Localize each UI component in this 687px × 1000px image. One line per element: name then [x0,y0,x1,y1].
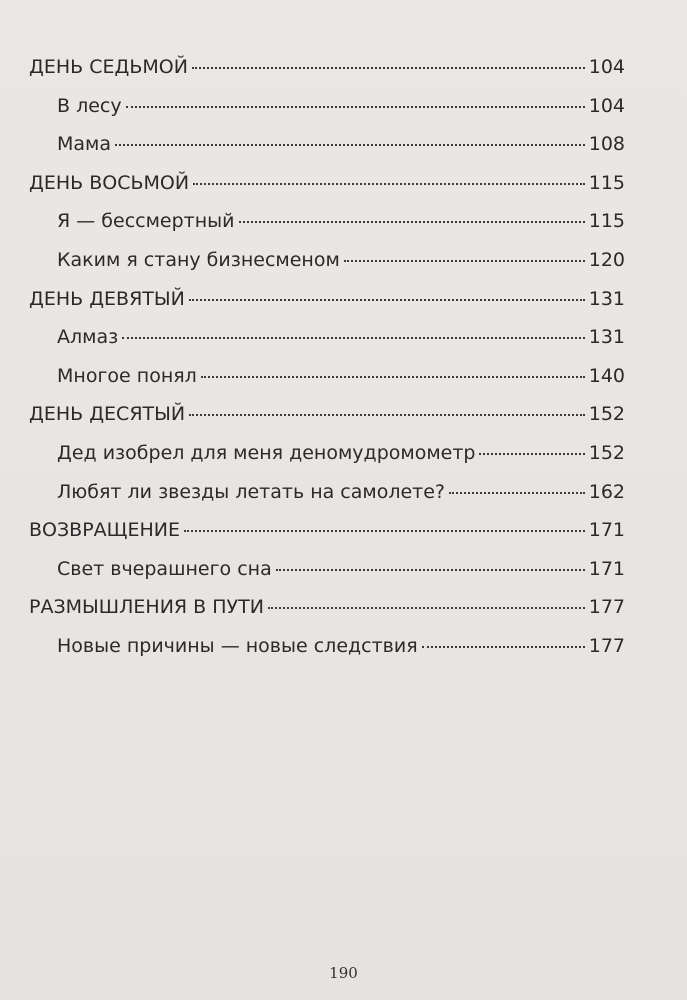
toc-entry [29,318,625,357]
dot-leader [276,569,585,571]
dot-leader [479,453,584,455]
toc-entry-page: 152 [588,441,625,464]
toc-entry-title: Алмаз [57,326,119,349]
dot-leader [192,67,585,69]
toc-entry [29,202,625,241]
toc-entry-page: 162 [588,480,625,503]
table-of-contents [29,48,625,666]
toc-entry [29,627,625,666]
toc-entry-title: ВОЗВРАЩЕНИЕ [29,519,180,542]
toc-entry [29,357,625,396]
toc-entry-page: 120 [588,248,625,271]
toc-entry-page: 171 [588,557,625,580]
dot-leader [201,376,585,378]
toc-entry-title: ДЕНЬ ДЕВЯТЫЙ [29,287,185,310]
dot-leader [239,221,585,223]
dot-leader [184,530,585,532]
toc-entry-page: 131 [588,287,625,310]
toc-entry-title: Дед изобрел для меня деномудромометр [57,441,476,464]
toc-entry [29,48,625,87]
toc-entry [29,473,625,512]
toc-entry [29,164,625,203]
toc-entry-page: 108 [588,133,625,156]
dot-leader [126,106,585,108]
dot-leader [189,299,585,301]
toc-entry [29,125,625,164]
page-number: 190 [329,964,358,982]
toc-entry [29,241,625,280]
toc-entry-title: Новые причины — новые следствия [57,634,418,657]
toc-entry-page: 171 [588,519,625,542]
toc-entry-title: ДЕНЬ ДЕСЯТЫЙ [29,403,186,426]
toc-entry [29,280,625,319]
toc-entry-page: 104 [588,56,625,78]
toc-entry-page: 115 [588,210,625,233]
dot-leader [344,260,585,262]
dot-leader [422,646,585,648]
toc-entry-title: ДЕНЬ ВОСЬМОЙ [29,171,190,194]
toc-entry [29,550,625,589]
toc-entry-title: Любят ли звезды летать на самолете? [57,480,446,503]
toc-entry-title: Многое понял [57,364,197,387]
toc-entry [29,511,625,550]
toc-entry-title: ДЕНЬ СЕДЬМОЙ [29,56,188,78]
dot-leader [122,337,585,339]
toc-entry-title: Я — бессмертный [57,210,235,233]
toc-entry-page: 177 [588,634,625,657]
toc-entry-page: 152 [588,403,625,426]
toc-entry-title: Свет вчерашнего сна [57,557,272,580]
toc-entry [29,395,625,434]
toc-entry [29,87,625,126]
toc-entry [29,434,625,473]
toc-entry [29,588,625,627]
toc-entry-page: 115 [588,171,625,194]
toc-entry-page: 140 [588,364,625,387]
dot-leader [193,183,585,185]
dot-leader [268,607,585,609]
toc-entry-page: 104 [588,94,625,117]
dot-leader [449,492,585,494]
toc-entry-title: Мама [57,133,112,156]
dot-leader [189,414,585,416]
toc-entry-title: В лесу [57,94,122,117]
toc-entry-page: 131 [588,326,625,349]
dot-leader [115,144,585,146]
toc-entry-title: РАЗМЫШЛЕНИЯ В ПУТИ [29,596,264,619]
toc-entry-page: 177 [588,596,625,619]
toc-entry-title: Каким я стану бизнесменом [57,248,340,271]
